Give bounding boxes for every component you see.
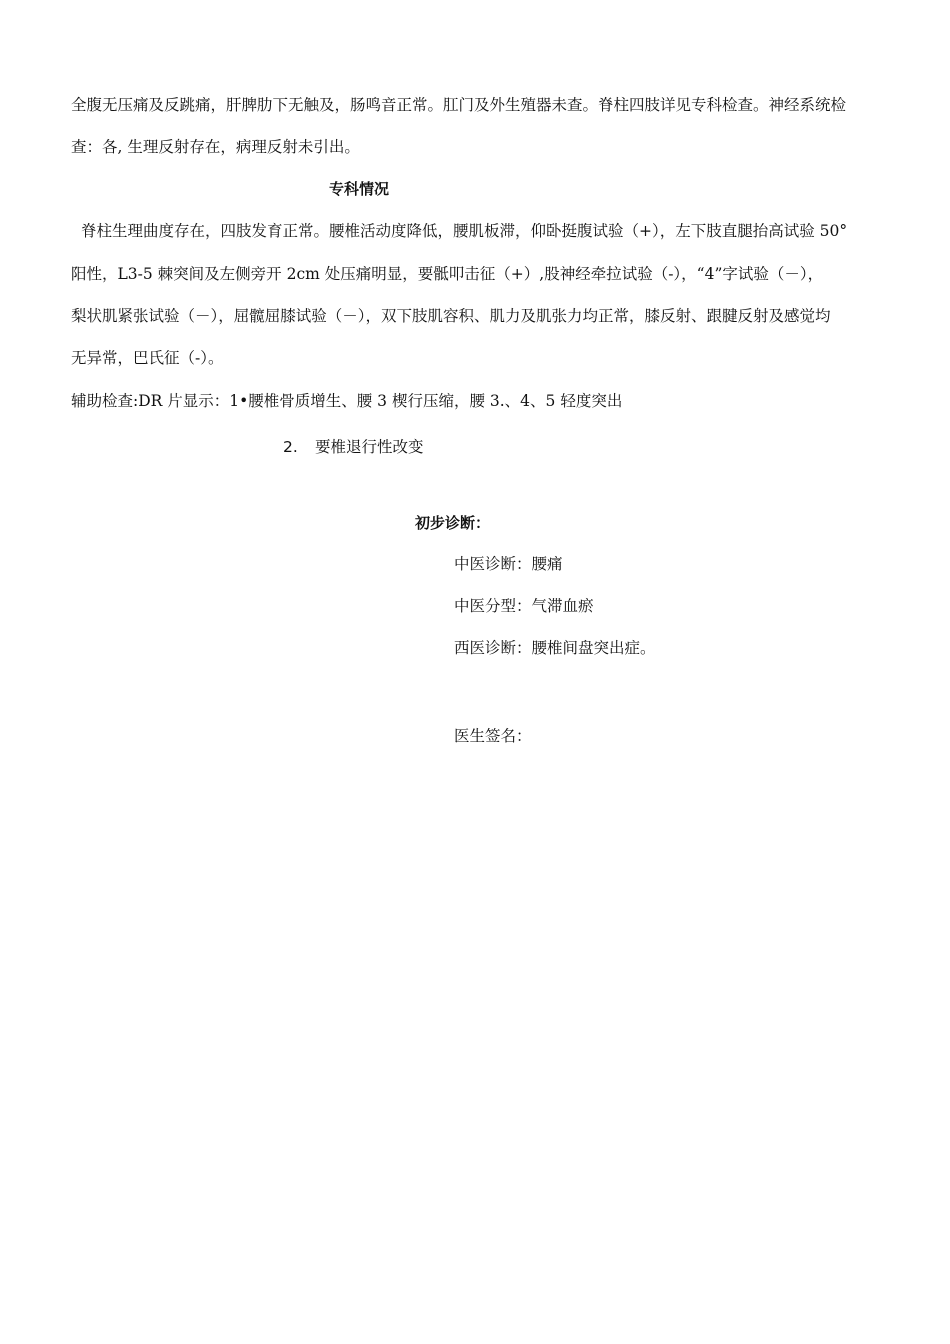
western-diagnosis: 西医诊断：腰椎间盘突出症。	[454, 639, 656, 657]
diagnosis-heading: 初步诊断：	[415, 514, 491, 532]
specialty-line-2: 阳性，L3-5 棘突间及左侧旁开 2cm 处压痛明显，要骶叩击征（+）,股神经牵拉试验（-），“4”字试验（－），	[71, 265, 824, 283]
specialty-line-4: 无异常，巴氏征（-）。	[71, 349, 224, 367]
specialty-heading: 专科情况	[329, 180, 390, 198]
auxiliary-item-2-text: 要椎退行性改变	[315, 438, 424, 456]
specialty-line-1: 脊柱生理曲度存在，四肢发育正常。腰椎活动度降低，腰肌板滞，仰卧挺腹试验（+），左下肢直腿抬高试验 50°	[81, 222, 848, 240]
auxiliary-item-2-number: 2.	[283, 438, 298, 456]
history-line-2: 查：各, 生理反射存在，病理反射未引出。	[71, 138, 360, 156]
specialty-line-3: 梨状肌紧张试验（－），屈髋屈膝试验（－），双下肢肌容积、肌力及肌张力均正常，膝反射、跟腱反射及感觉均	[71, 307, 831, 325]
tcm-diagnosis: 中医诊断：腰痛	[454, 555, 563, 573]
doctor-signature-label: 医生签名：	[454, 727, 532, 745]
tcm-type: 中医分型：气滞血瘀	[454, 597, 594, 615]
history-line-1: 全腹无压痛及反跳痛，肝脾肋下无触及，肠鸣音正常。肛门及外生殖器未查。脊柱四肢详见专科检查。神经系统检	[71, 96, 847, 114]
auxiliary-exam-line: 辅助检查:DR 片显示：1•腰椎骨质增生、腰 3 楔行压缩，腰 3.、4、5 轻度突出	[71, 392, 623, 410]
